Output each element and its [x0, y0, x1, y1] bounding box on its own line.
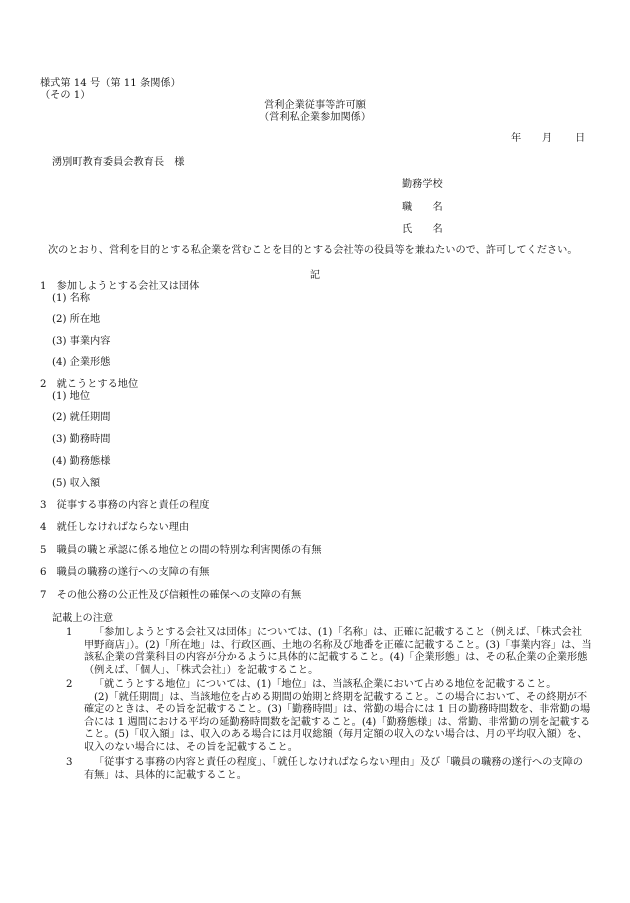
- form-number: 様式第 14 号（第 11 条関係）: [40, 78, 181, 89]
- addressee: 湧別町教育委員会教育長 様: [52, 157, 185, 168]
- form-subnumber: （その 1）: [40, 90, 91, 101]
- item-2-2: (2) 就任期間: [52, 412, 111, 423]
- note-2-body: [84, 679, 592, 755]
- item-2-5: (5) 収入額: [52, 478, 101, 489]
- note-2-part-a: 「就こうとする地位」については、(1)「地位」は、当該私企業において占める地位を記載すること。: [94, 679, 557, 690]
- item-2-4: (4) 勤務態様: [52, 456, 111, 467]
- position-label: 職 名: [402, 202, 443, 213]
- note-2-part-b: (2)「就任期間」は、当該地位を占める期間の始期と終期を記載すること。この場合において、その終期が不確定のときは、その旨を記載すること。(3)「勤務時間」は、常勤の場合には 1 日の勤務時間数を、非常勤の場合には 1 週間における平均の延勤務時間数を記載すること。(4)「勤務態様」は、常勤、非常勤の別を記載すること。(5)「収入額」は、収入のある場合には月収総額（毎月定額の収入のない場合は、月の平均収入額）を、収入のない場合には、その旨を記載すること。: [84, 691, 591, 753]
- note-1-number: 1: [66, 627, 73, 638]
- item-1-4: (4) 企業形態: [52, 357, 111, 368]
- note-3-number: 3: [66, 757, 73, 768]
- intro-paragraph: 次のとおり、営利を目的とする私企業を営むことを目的とする会社等の役員等を兼ねたいので、許可してください。: [48, 245, 578, 256]
- item-1-1: (1) 名称: [52, 293, 91, 304]
- item-6: 6 職員の職務の遂行への支障の有無: [40, 567, 210, 578]
- date-day: 日: [575, 133, 586, 144]
- item-1: 1 参加しようとする会社又は団体: [40, 281, 200, 292]
- item-1-3: (3) 事業内容: [52, 336, 111, 347]
- item-4: 4 就任しなければならない理由: [40, 522, 190, 533]
- document-subtitle: （営利私企業参加関係）: [258, 112, 372, 123]
- school-label: 勤務学校: [402, 179, 443, 190]
- document-title: 営利企業従事等許可願: [264, 100, 366, 111]
- notes-heading: 記載上の注意: [52, 613, 114, 624]
- item-2-3: (3) 勤務時間: [52, 434, 111, 445]
- item-2: 2 就こうとする地位: [40, 379, 139, 390]
- date-year: 年: [511, 133, 522, 144]
- name-label: 氏 名: [402, 224, 443, 235]
- note-2-number: 2: [66, 679, 73, 690]
- note-1-text: 「参加しようとする会社又は団体」については、(1)「名称」は、正確に記載すること（例えば、「株式会社甲野商店」）。(2)「所在地」は、行政区画、土地の名称及び地番を正確に記載すること。(3)「事業内容」は、当該私企業の営業科目の内容が分かるように具体的に記載すること。(4)「企業形態」は、その私企業の企業形態（例えば、「個人」、「株式会社」）を記載すること。: [84, 627, 592, 676]
- ki-heading: 記: [309, 270, 321, 281]
- item-7: 7 その他公務の公正性及び信頼性の確保への支障の有無: [40, 590, 302, 601]
- item-2-1: (1) 地位: [52, 391, 91, 402]
- item-1-2: (2) 所在地: [52, 314, 101, 325]
- note-3-text: 「従事する事務の内容と責任の程度」、「就任しなければならない理由」及び「職員の職務の遂行への支障の有無」は、具体的に記載すること。: [84, 757, 583, 781]
- item-5: 5 職員の職と承認に係る地位との間の特別な利害関係の有無: [40, 545, 322, 556]
- date-month: 月: [542, 133, 553, 144]
- item-3: 3 従事する事務の内容と責任の程度: [40, 500, 210, 511]
